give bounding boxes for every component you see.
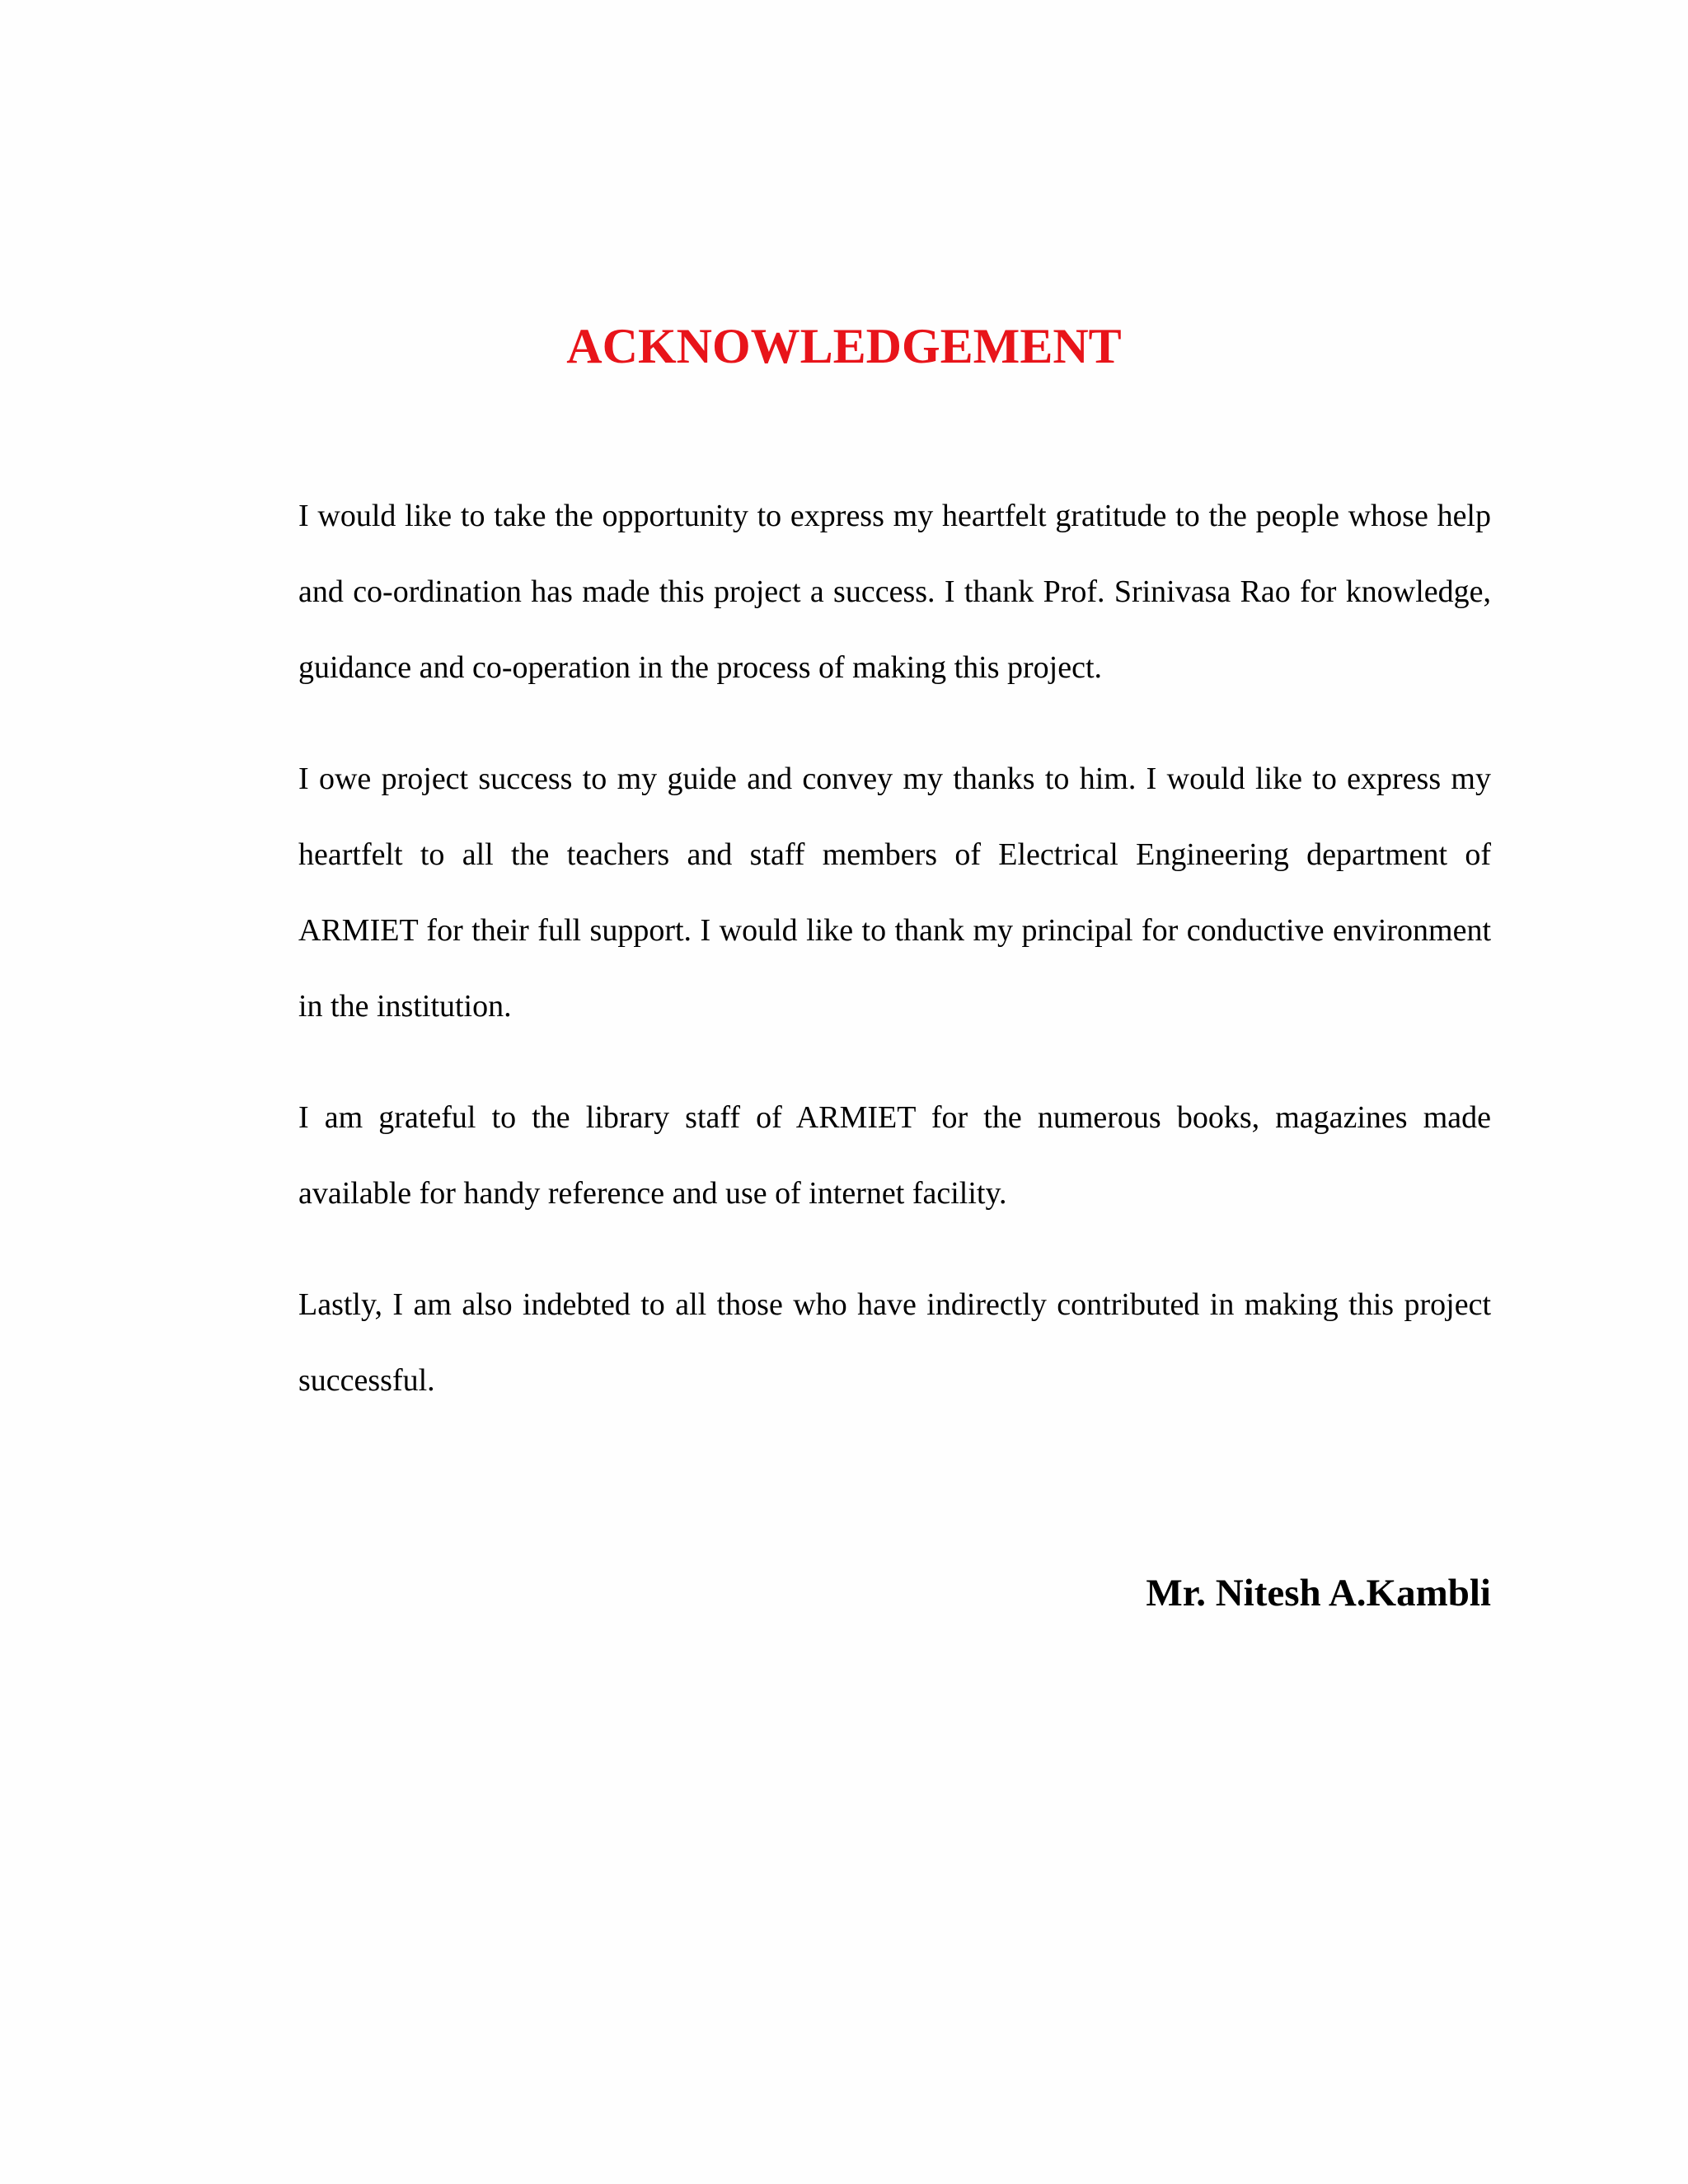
- paragraph-2: I owe project success to my guide and convey my thanks to him. I would like to express my heartfelt to all the teachers and staff members of Electrical Engineering department of ARMIET for their full support. I would like to thank my principal for conductive environment in the institution.: [298, 762, 1491, 1024]
- paragraph-1: I would like to take the opportunity to express my heartfelt gratitude to the people whose help and co-ordination has made this project a success. I thank Prof. Srinivasa Rao for knowledge, guidance and co-operation in the process of making this project.: [298, 499, 1491, 685]
- signature-name: Mr. Nitesh A.Kambli: [1146, 1572, 1491, 1615]
- page-title: ACKNOWLEDGEMENT: [566, 319, 1122, 373]
- paragraph-4: Lastly, I am also indebted to all those who have indirectly contributed in making this project successful.: [298, 1287, 1491, 1398]
- acknowledgement-body: [298, 478, 1491, 1454]
- paragraph-3: I am grateful to the library staff of ARMIET for the numerous books, magazines made available for handy reference and use of internet facility.: [298, 1100, 1491, 1211]
